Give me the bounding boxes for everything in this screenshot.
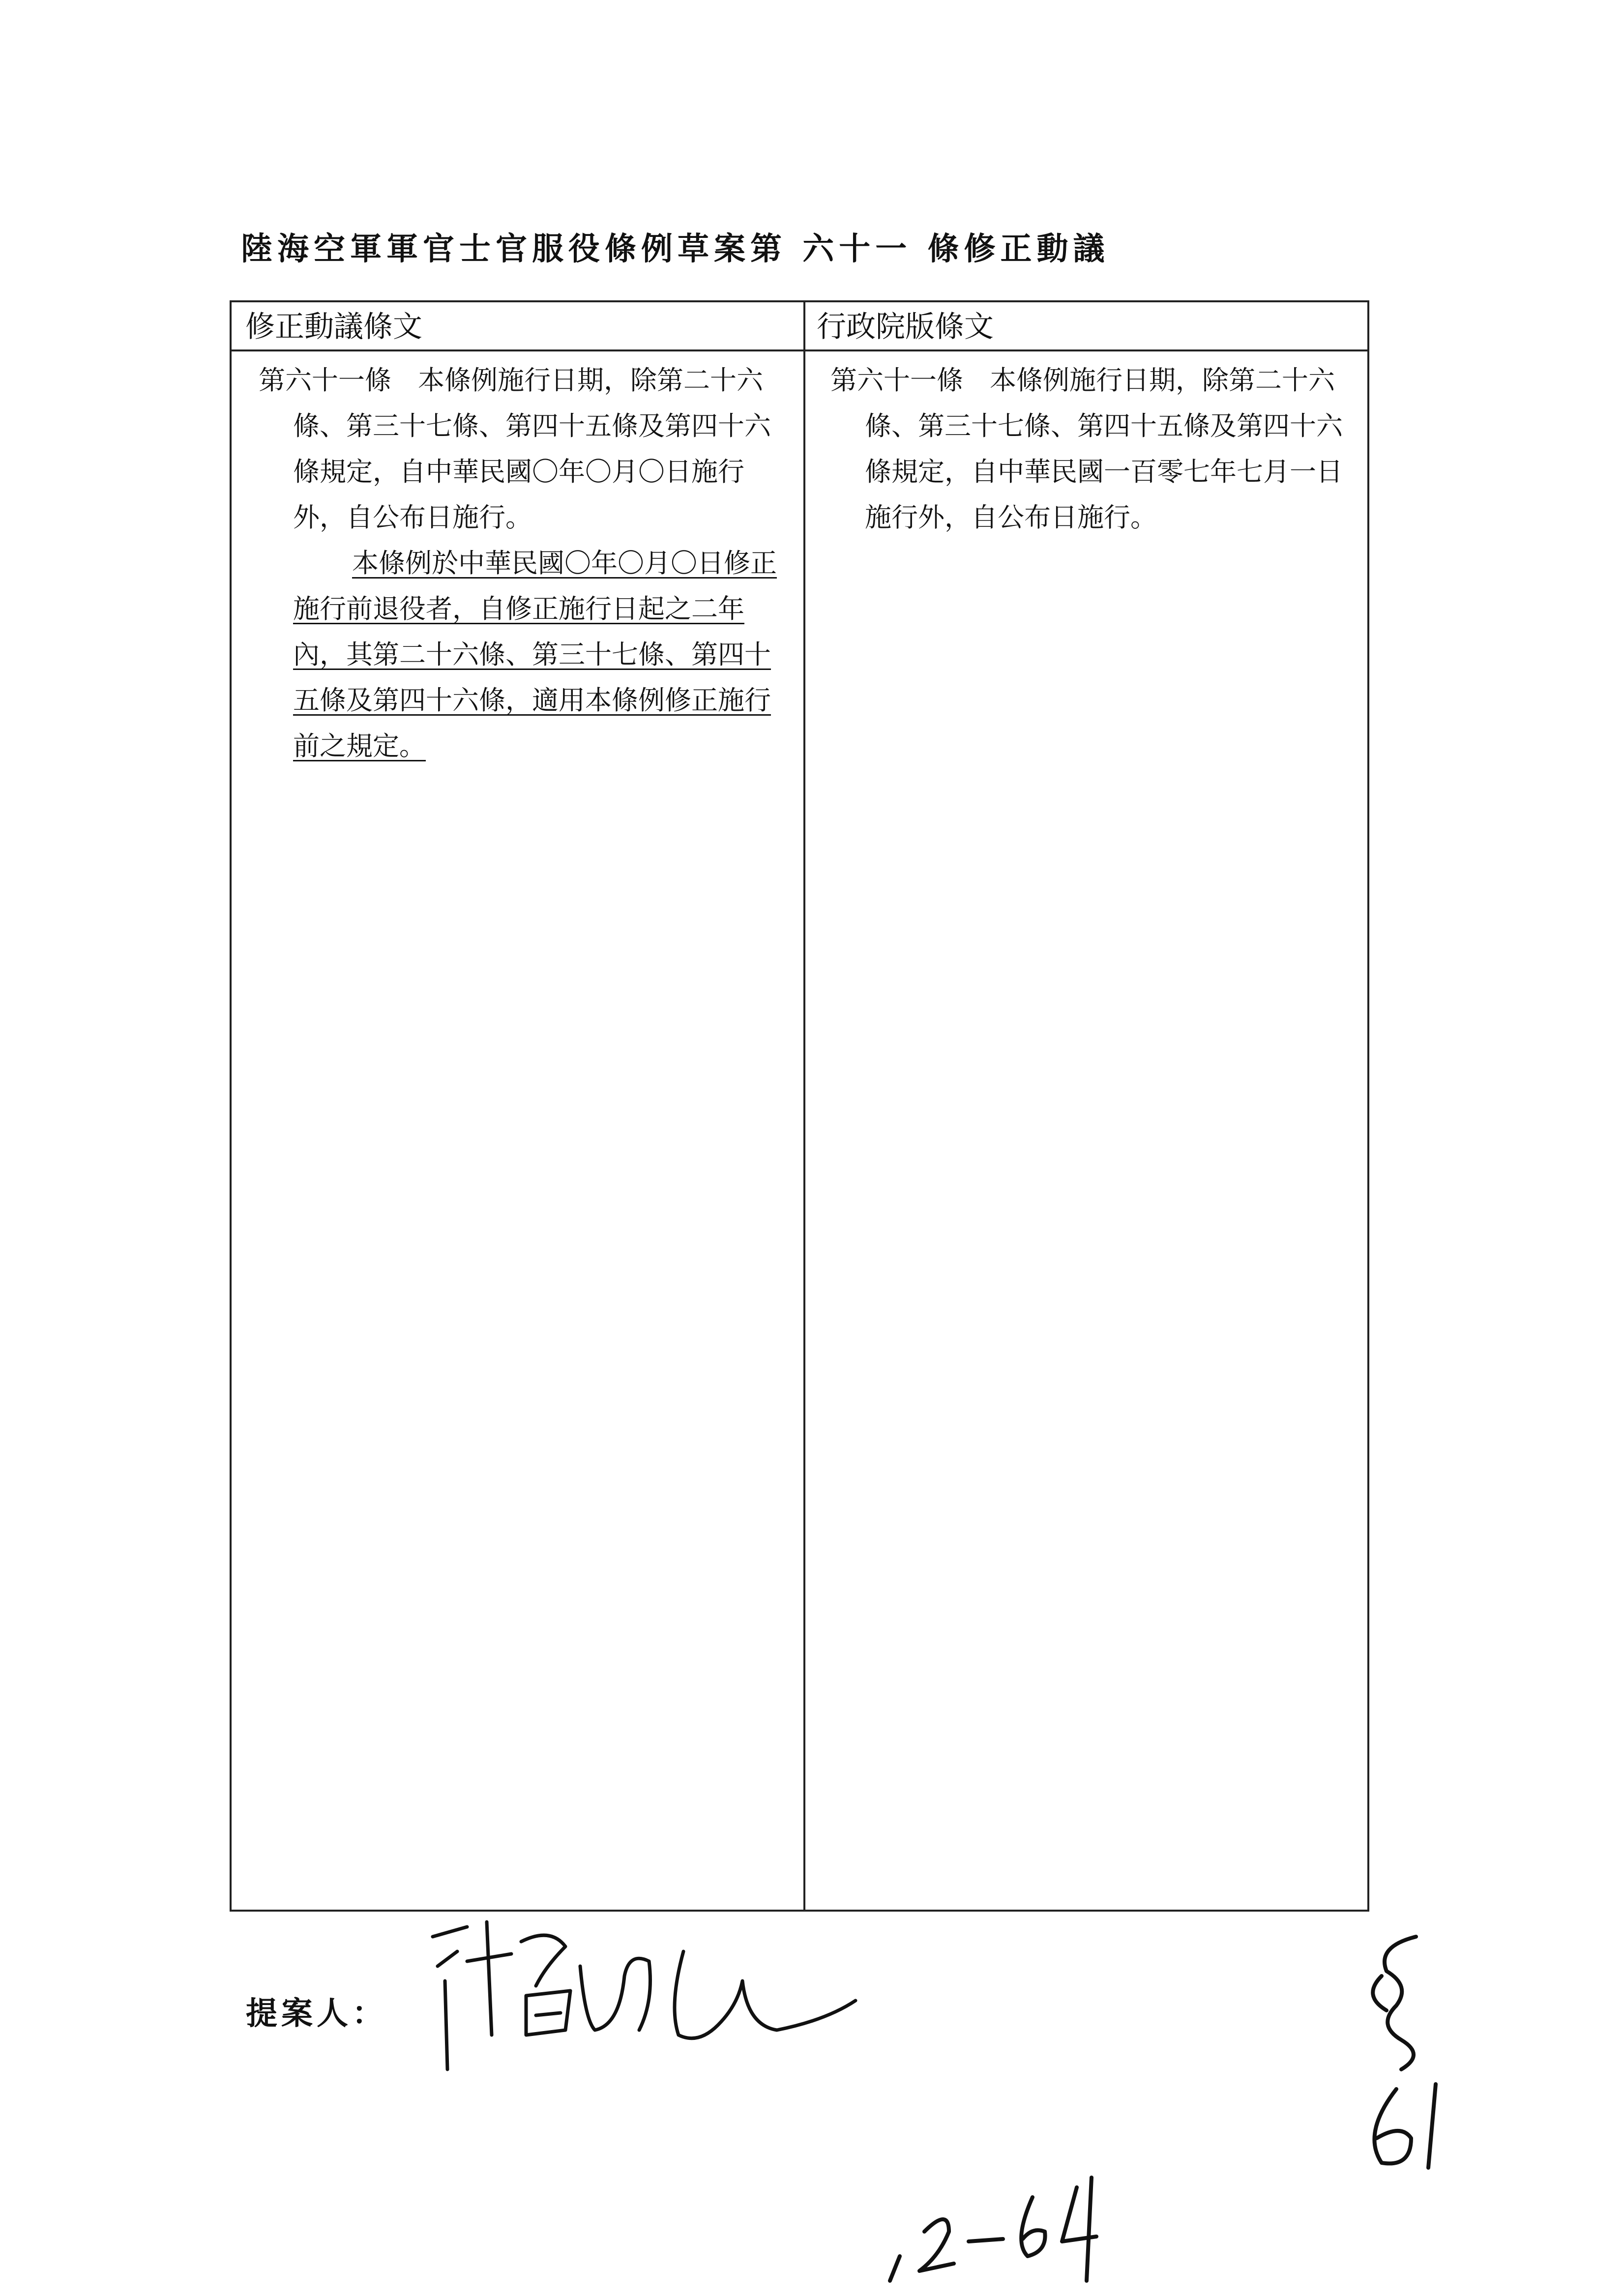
amendment-text xyxy=(259,357,785,769)
amendment-paragraph-1: 第六十一條 本條例施行日期，除第二十六條、第三十七條、第四十五條及第四十六條規定，自中華民國〇年〇月〇日施行外，自公布日施行。 xyxy=(259,365,771,533)
amendment-paragraph-2 xyxy=(259,540,785,769)
executive-yuan-text xyxy=(830,357,1357,540)
handwritten-section-mark xyxy=(1342,1927,1465,2182)
amendment-table xyxy=(230,300,1369,1912)
proposer-signature xyxy=(423,1907,865,2094)
column-divider xyxy=(803,302,805,1910)
proposer-label: 提案人： xyxy=(246,1996,387,2032)
amendment-paragraph-2-text: 本條例於中華民國〇年〇月〇日修正施行前退役者，自修正施行日起之二年內，其第二十六條、第三十七條、第四十五條及第四十六條，適用本條例修正施行前之規定。 xyxy=(293,548,777,761)
document-title: 陸海空軍軍官士官服役條例草案第 六十一 條修正動議 xyxy=(241,231,1110,267)
handwritten-number xyxy=(880,2133,1175,2291)
right-column-header: 行政院版條文 xyxy=(817,310,994,344)
header-divider xyxy=(232,349,1367,351)
executive-paragraph-1: 第六十一條 本條例施行日期，除第二十六條、第三十七條、第四十五條及第四十六條規定，自中華民國一百零七年七月一日施行外，自公布日施行。 xyxy=(830,365,1343,533)
left-column-header: 修正動議條文 xyxy=(245,310,422,344)
